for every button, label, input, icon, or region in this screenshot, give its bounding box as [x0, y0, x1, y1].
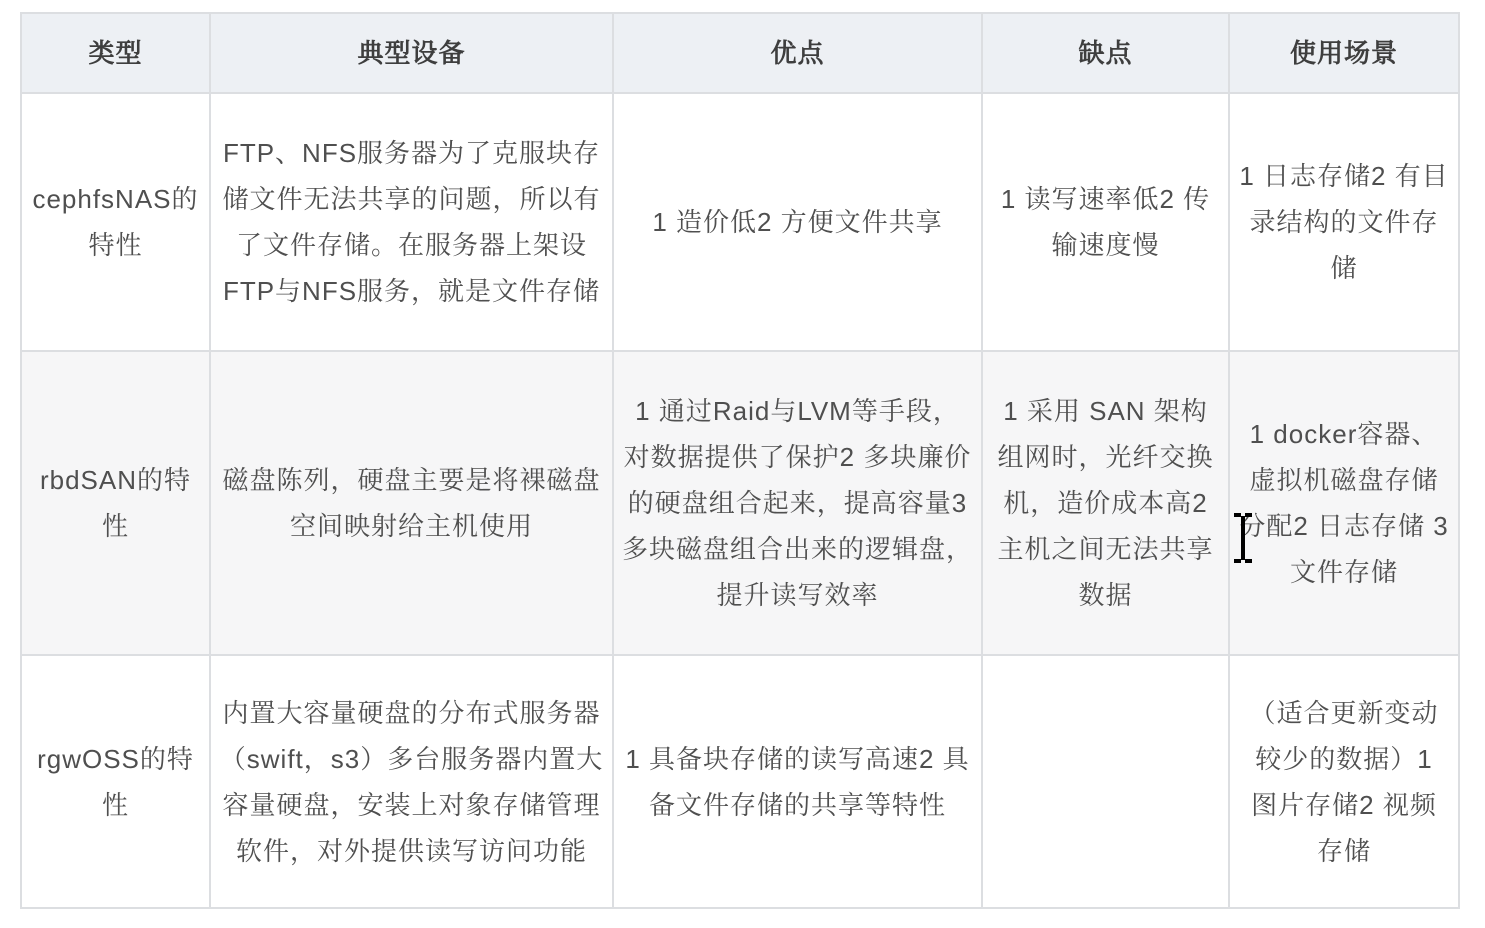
- cell-pros: 1 造价低2 方便文件共享: [613, 93, 982, 351]
- column-header-pros: 优点: [613, 13, 982, 93]
- cell-pros: 1 具备块存储的读写高速2 具备文件存储的共享等特性: [613, 655, 982, 908]
- table-row-rgw-oss: [21, 655, 1459, 908]
- cell-cons: 1 采用 SAN 架构组网时，光纤交换机，造价成本高2 主机之间无法共享数据: [982, 351, 1229, 655]
- column-header-typical-device: 典型设备: [210, 13, 613, 93]
- cell-type: rgwOSS的特性: [21, 655, 210, 908]
- column-header-cons: 缺点: [982, 13, 1229, 93]
- cell-type: cephfsNAS的特性: [21, 93, 210, 351]
- cell-pros: 1 通过Raid与LVM等手段，对数据提供了保护2 多块廉价的硬盘组合起来，提高容量3 多块磁盘组合出来的逻辑盘，提升读写效率: [613, 351, 982, 655]
- column-header-type: 类型: [21, 13, 210, 93]
- cell-use-case: （适合更新变动较少的数据）1 图片存储2 视频存储: [1229, 655, 1459, 908]
- cell-use-case: 1 docker容器、虚拟机磁盘存储分配2 日志存储 3 文件存储: [1229, 351, 1459, 655]
- cell-use-case: 1 日志存储2 有目录结构的文件存储: [1229, 93, 1459, 351]
- cell-cons: [982, 655, 1229, 908]
- cell-typical-device: 内置大容量硬盘的分布式服务器（swift，s3）多台服务器内置大容量硬盘，安装上对象存储管理软件，对外提供读写访问功能: [210, 655, 613, 908]
- header-row: [21, 13, 1459, 93]
- cell-typical-device: 磁盘陈列，硬盘主要是将裸磁盘空间映射给主机使用: [210, 351, 613, 655]
- storage-comparison-table: [20, 12, 1460, 909]
- cell-typical-device: FTP、NFS服务器为了克服块存储文件无法共享的问题，所以有了文件存储。在服务器上架设FTP与NFS服务，就是文件存储: [210, 93, 613, 351]
- cell-cons: 1 读写速率低2 传输速度慢: [982, 93, 1229, 351]
- column-header-use-case: 使用场景: [1229, 13, 1459, 93]
- table-row-rbd-san: [21, 351, 1459, 655]
- cell-type: rbdSAN的特性: [21, 351, 210, 655]
- table-row-cephfs-nas: [21, 93, 1459, 351]
